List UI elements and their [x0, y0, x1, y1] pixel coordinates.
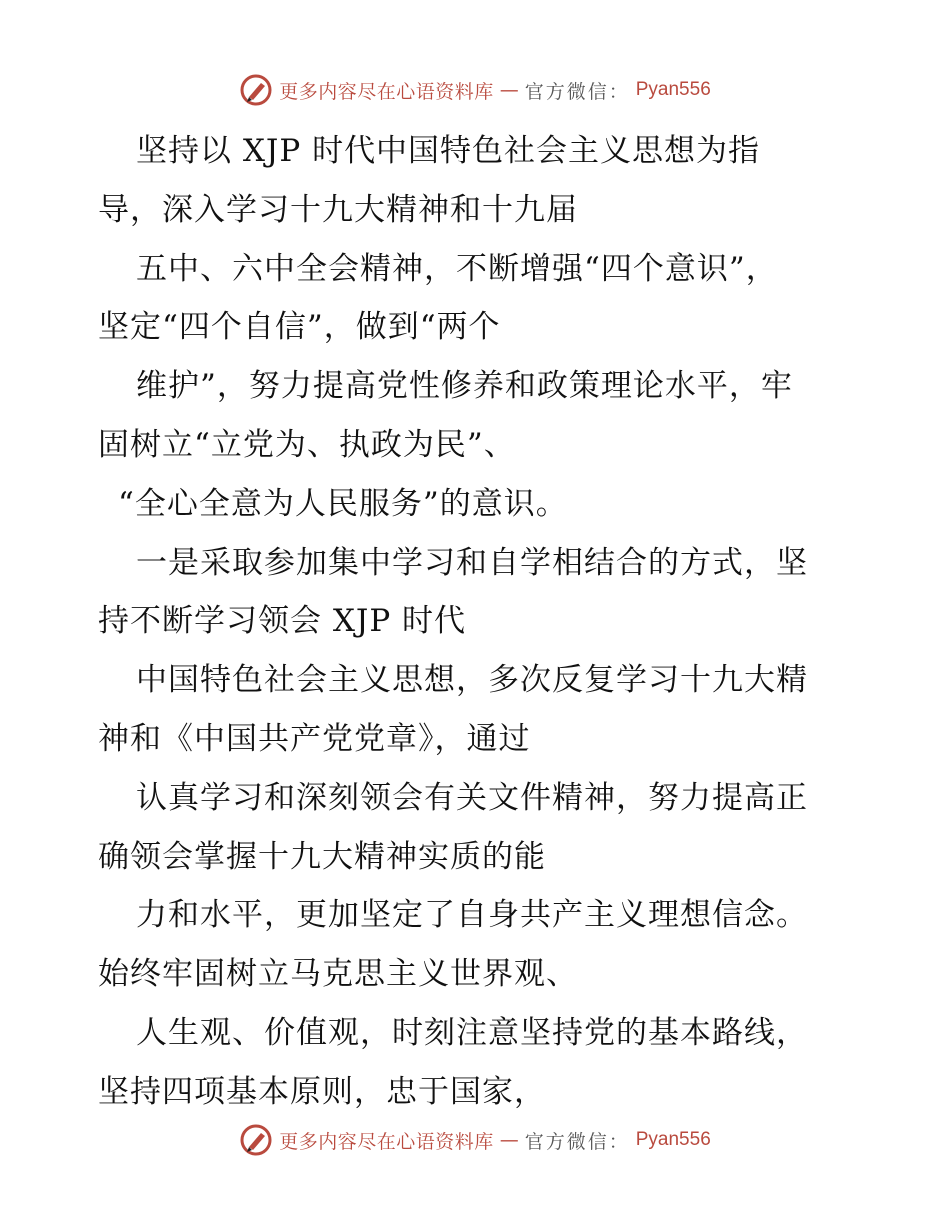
- text-line: 导，深入学习十九大精神和十九届: [98, 191, 578, 228]
- text-line: 维护”，努力提高党性修养和政策理论水平，牢: [136, 368, 793, 405]
- document-body: [98, 122, 858, 1122]
- watermark-brand: 更多内容尽在心语资料库: [279, 1130, 494, 1153]
- text-line: 五中、六中全会精神，不断增强“四个意识”，: [136, 250, 778, 287]
- pen-logo-icon: [239, 73, 273, 107]
- watermark-dash: —: [499, 1129, 519, 1151]
- text-line: 神和《中国共产党党章》，通过: [98, 720, 531, 757]
- text-line: “全心全意为人民服务”的意识。: [118, 485, 568, 522]
- text-line: 一是采取参加集中学习和自学相结合的方式，坚: [136, 544, 808, 581]
- text-line: 力和水平，更加坚定了自身共产主义理想信念。: [136, 897, 808, 934]
- footer-watermark: [0, 1120, 950, 1160]
- header-watermark: [0, 70, 950, 110]
- text-line: 持不断学习领会 XJP 时代: [98, 603, 467, 640]
- watermark-dash: —: [499, 79, 519, 101]
- watermark-official: 官方微信：: [524, 80, 630, 103]
- text-line: 固树立“立党为、执政为民”、: [98, 426, 516, 463]
- text-line: 始终牢固树立马克思主义世界观、: [98, 956, 578, 993]
- text-line: 坚定“四个自信”，做到“两个: [98, 309, 501, 346]
- text-line: 认真学习和深刻领会有关文件精神，努力提高正: [136, 779, 808, 816]
- watermark-wechat-id: Pyan556: [635, 79, 711, 100]
- watermark-wechat-id: Pyan556: [635, 1129, 711, 1150]
- text-line: 人生观、价值观，时刻注意坚持党的基本路线，: [136, 1014, 808, 1051]
- watermark-brand: 更多内容尽在心语资料库: [279, 80, 494, 103]
- text-line: 确领会掌握十九大精神实质的能: [98, 838, 546, 875]
- text-line: 坚持四项基本原则，忠于国家，: [98, 1073, 546, 1110]
- pen-logo-icon: [239, 1123, 273, 1157]
- watermark-official: 官方微信：: [524, 1130, 630, 1153]
- text-line: 坚持以 XJP 时代中国特色社会主义思想为指: [136, 133, 761, 169]
- text-line: 中国特色社会主义思想，多次反复学习十九大精: [136, 662, 808, 699]
